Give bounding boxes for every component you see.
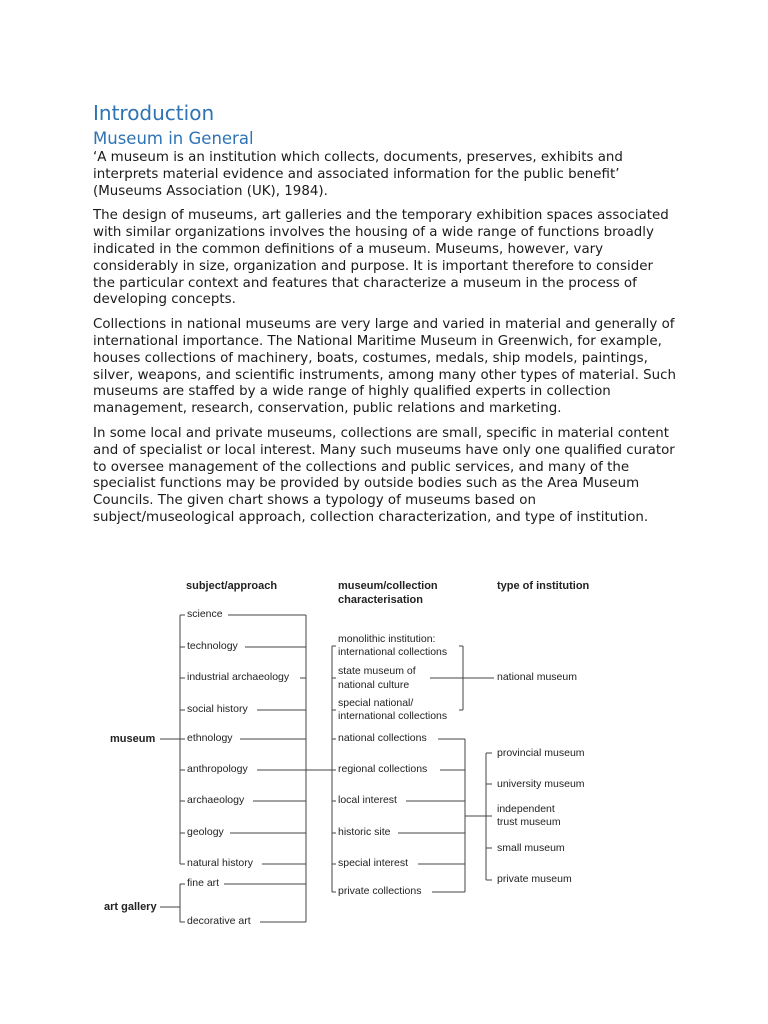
subject-item: social history xyxy=(187,703,248,715)
collection-item: monolithic institution: xyxy=(338,633,436,645)
paragraph-local: In some local and private museums, collections are small, specific in material content and of specialist or local interest. Many such museums have only one qualified curator to oversee management of the collections and public services, and many of the specialist functions may be provided by outside bodies such as the Area Museum Councils. The given chart shows a typology of museums based on subject/museological approach, collection characterization, and type of institution. xyxy=(93,425,675,525)
header-collection-line2: characterisation xyxy=(338,594,423,606)
subject-item: anthropology xyxy=(187,763,248,775)
subject-item: technology xyxy=(187,640,238,652)
institution-item: university museum xyxy=(497,778,585,790)
subject-item: science xyxy=(187,608,223,620)
root-museum: museum xyxy=(110,733,156,745)
subject-item: fine art xyxy=(187,877,220,889)
institution-item: small museum xyxy=(497,842,565,854)
subject-item: industrial archaeology xyxy=(187,671,290,683)
collection-item: private collections xyxy=(338,885,422,897)
collection-item: special national/ xyxy=(338,697,414,709)
paragraph-definition: ‘A museum is an institution which collects, documents, preserves, exhibits and interprets material evidence and associated information for the public benefit’ (Museums Association (UK), 1984). xyxy=(93,150,623,199)
collection-item: historic site xyxy=(338,826,391,838)
subject-item: natural history xyxy=(187,857,253,869)
collection-item: regional collections xyxy=(338,763,428,775)
subject-item: decorative art xyxy=(187,915,251,927)
institution-item: private museum xyxy=(497,873,572,885)
paragraph-national: Collections in national museums are very large and varied in material and generally of international importance. The National Maritime Museum in Greenwich, for example, houses collections of machinery, boats, costumes, medals, ship models, paintings, silver, weapons, and scientific instruments, among many other types of material. Such museums are staffed by a wide range of highly qualified experts in collection management, research, conservation, public relations and marketing. xyxy=(93,317,676,417)
collection-item: local interest xyxy=(338,794,397,806)
root-art-gallery: art gallery xyxy=(104,901,157,913)
museum-typology-chart xyxy=(100,576,620,936)
header-collection-line1: museum/collection xyxy=(338,580,438,592)
collection-item-line2: international collections xyxy=(338,710,448,722)
header-subject-approach: subject/approach xyxy=(186,580,278,592)
institution-item: provincial museum xyxy=(497,747,585,759)
institution-item: national museum xyxy=(497,671,577,683)
collection-item: special interest xyxy=(338,857,409,869)
collection-item-line2: national culture xyxy=(338,679,410,691)
page-title: Introduction xyxy=(93,101,215,125)
subject-item: ethnology xyxy=(187,732,233,744)
header-institution-type: type of institution xyxy=(497,580,590,592)
collection-item-line2: international collections xyxy=(338,646,448,658)
document-body xyxy=(93,100,678,535)
institution-item: independent trust museum xyxy=(497,803,561,828)
section-heading: Museum in General xyxy=(93,129,254,148)
collection-item: state museum of xyxy=(338,665,416,677)
paragraph-design: The design of museums, art galleries and the temporary exhibition spaces associated with similar organizations involves the housing of a wide range of functions broadly indicated in the common definitions of a museum. Museums, however, vary considerably in size, organization and purpose. It is important therefore to consider the particular context and features that characterize a museum in the process of developing concepts. xyxy=(93,208,669,308)
collection-item: national collections xyxy=(338,732,427,744)
subject-item: archaeology xyxy=(187,794,245,806)
subject-item: geology xyxy=(187,826,224,838)
